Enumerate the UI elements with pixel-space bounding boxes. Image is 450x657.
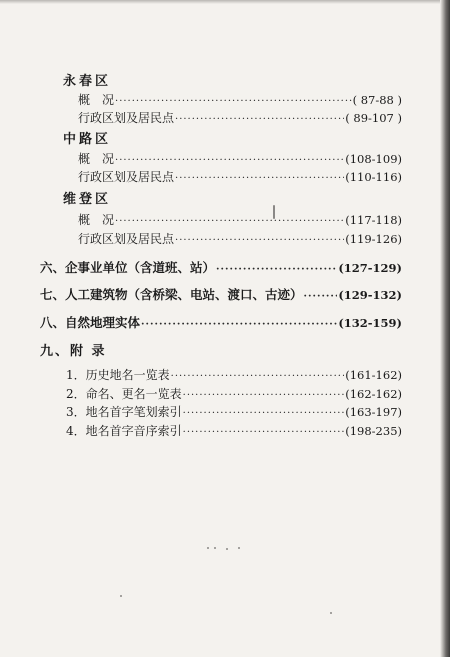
- entry-pages: (161-162): [345, 368, 402, 382]
- scan-mark: [273, 205, 275, 219]
- entry-pages: (119-126): [345, 232, 402, 246]
- entry-label: 3．地名首字笔划索引: [66, 405, 182, 419]
- scan-top-edge: [0, 0, 450, 4]
- appendix-title: 九、附 录: [40, 344, 107, 359]
- toc-entry[interactable]: [78, 90, 402, 110]
- entry-label: 4．地名首字音序索引: [66, 424, 182, 438]
- dot-leader: [175, 169, 344, 189]
- dot-leader: [175, 231, 344, 251]
- entry-pages: (198-235): [345, 424, 402, 438]
- appendix-entry[interactable]: [66, 384, 402, 404]
- entry-label: 概 况: [78, 152, 115, 166]
- chapter-entry[interactable]: [40, 285, 402, 305]
- chapter-entry[interactable]: [40, 258, 402, 278]
- section-title-yongchun: 永春区: [63, 74, 112, 89]
- scan-speck: [238, 547, 240, 549]
- section-title-weideng: 维登区: [63, 192, 112, 207]
- toc-entry[interactable]: [78, 149, 402, 169]
- entry-pages: (108-109): [345, 152, 402, 166]
- toc-entry[interactable]: [78, 108, 402, 128]
- entry-pages: (163-197): [345, 405, 402, 419]
- chapter-entry[interactable]: [40, 313, 402, 333]
- entry-label: 概 况: [78, 213, 115, 227]
- dot-leader: [304, 287, 338, 307]
- appendix-entry[interactable]: [66, 365, 402, 385]
- toc-entry[interactable]: [78, 229, 402, 249]
- entry-label: 行政区划及居民点: [78, 111, 175, 125]
- entry-pages: (162-162): [345, 387, 402, 401]
- chapter-label: 六、企事业单位（含道班、站）: [40, 260, 216, 275]
- dot-leader: [216, 260, 337, 280]
- chapter-pages: (129-132): [338, 288, 402, 302]
- toc-entry[interactable]: [78, 167, 402, 187]
- entry-pages: (117-118): [345, 213, 402, 227]
- section-title-zhonglu: 中路区: [63, 132, 112, 147]
- scan-right-edge: [440, 0, 450, 657]
- chapter-label: 八、自然地理实体: [40, 315, 141, 330]
- scan-speck: [214, 547, 216, 549]
- entry-label: 概 况: [78, 93, 115, 107]
- entry-label: 行政区划及居民点: [78, 170, 175, 184]
- chapter-label: 七、人工建筑物（含桥梁、电站、渡口、古迹）: [40, 287, 303, 302]
- entry-pages: ( 87-88 ): [352, 93, 402, 107]
- entry-pages: (110-116): [345, 170, 402, 184]
- entry-label: 行政区划及居民点: [78, 232, 175, 246]
- scan-speck: [226, 548, 228, 550]
- dot-leader: [183, 423, 345, 443]
- scan-speck: [330, 612, 332, 614]
- scan-speck: [207, 547, 209, 549]
- appendix-entry[interactable]: [66, 402, 402, 422]
- entry-label: 2．命名、更名一览表: [66, 387, 182, 401]
- dot-leader: [175, 110, 344, 130]
- entry-label: 1．历史地名一览表: [66, 368, 170, 382]
- appendix-entry[interactable]: [66, 421, 402, 441]
- toc-entry[interactable]: [78, 210, 402, 230]
- dot-leader: [141, 315, 337, 335]
- chapter-pages: (132-159): [338, 316, 402, 330]
- chapter-pages: (127-129): [338, 261, 402, 275]
- scan-speck: [120, 595, 122, 597]
- entry-pages: ( 89-107 ): [345, 111, 402, 125]
